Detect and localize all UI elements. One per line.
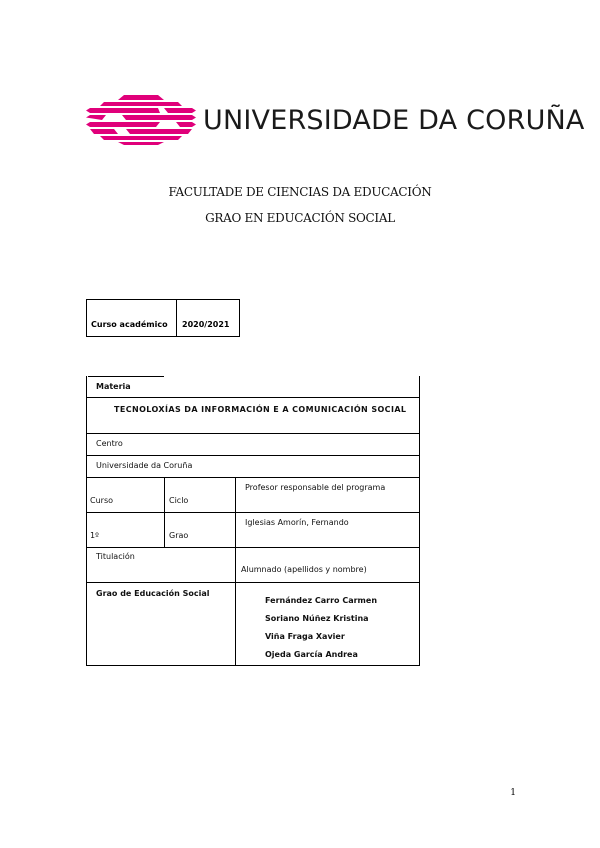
university-logo-icon [86,94,196,146]
subject-label: Materia [96,382,131,391]
degree-value: Grao de Educación Social [96,589,210,598]
page-number: 1 [510,788,516,798]
table-border [86,547,420,548]
academic-year-table [86,299,240,337]
degree-label: Titulación [96,552,135,561]
academic-year-value: 2020/2021 [182,320,230,329]
university-name: UNIVERSIDADE DA CORUÑA [203,105,585,136]
table-border [164,477,165,547]
table-border [86,512,420,513]
cycle-label: Ciclo [169,496,189,505]
table-border [86,477,420,478]
table-border [86,665,420,666]
table-border [86,376,87,666]
course-label: Curso [90,496,114,505]
faculty-title: FACULTADE DE CIENCIAS DA EDUCACIÓN [168,185,432,199]
professor-label: Profesor responsable del programa [245,483,386,492]
center-value: Universidade da Coruña [96,461,193,470]
academic-year-label-cell [87,300,177,336]
professor-value: Iglesias Amorín, Fernando [245,518,349,527]
table-border [419,376,420,666]
student-name: Soriano Núñez Kristina [265,614,369,623]
table-border [235,477,236,666]
table-border [86,582,420,583]
student-name: Fernández Carro Carmen [265,596,378,605]
subject-value: TECNOLOXÍAS DA INFORMACIÓN E A COMUNICACIÓN SOCIAL [114,405,407,414]
cycle-value: Grao [169,531,189,540]
table-border [86,433,420,434]
table-border [86,397,420,398]
table-border [88,376,164,377]
students-label: Alumnado (apellidos y nombre) [241,565,367,574]
course-value: 1º [90,531,99,540]
degree-title: GRAO EN EDUCACIÓN SOCIAL [205,211,395,225]
table-border [86,455,420,456]
student-name: Viña Fraga Xavier [265,632,345,641]
academic-year-label: Curso académico [91,320,168,329]
center-label: Centro [96,439,123,448]
student-name: Ojeda García Andrea [265,650,358,659]
academic-year-value-cell [177,300,239,336]
